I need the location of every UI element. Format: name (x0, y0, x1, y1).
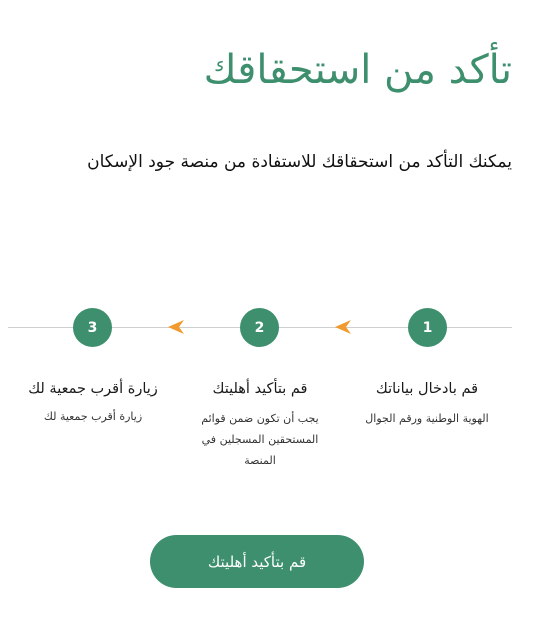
step-1 (352, 378, 502, 430)
step-2-title: قم بتأكيد أهليتك (212, 381, 308, 397)
step-3-description: زيارة أقرب جمعية لك (43, 410, 143, 424)
confirm-eligibility-button[interactable]: قم بتأكيد أهليتك (150, 535, 364, 588)
step-1-title: قم بادخال بياناتك (375, 381, 479, 397)
step-2-description: يجب أن تكون ضمن قوائم المستحقين المسجلين في المنصة (201, 412, 319, 467)
arrow-left-icon (166, 317, 186, 337)
arrow-left-icon (333, 317, 353, 337)
steps-timeline (0, 300, 550, 480)
step-2 (185, 378, 335, 472)
page-subtitle: يمكنك التأكد من استحقاقك للاستفادة من منصة جود الإسكان (87, 152, 512, 172)
step-1-description: الهوية الوطنية ورقم الجوال (365, 412, 489, 426)
page-title: تأكد من استحقاقك (203, 47, 512, 93)
step-3-number-badge: 3 (73, 308, 112, 347)
step-2-number-badge: 2 (240, 308, 279, 347)
step-3-title: زيارة أقرب جمعية لك (28, 381, 158, 397)
step-3 (18, 378, 168, 428)
step-1-number-badge: 1 (408, 308, 447, 347)
